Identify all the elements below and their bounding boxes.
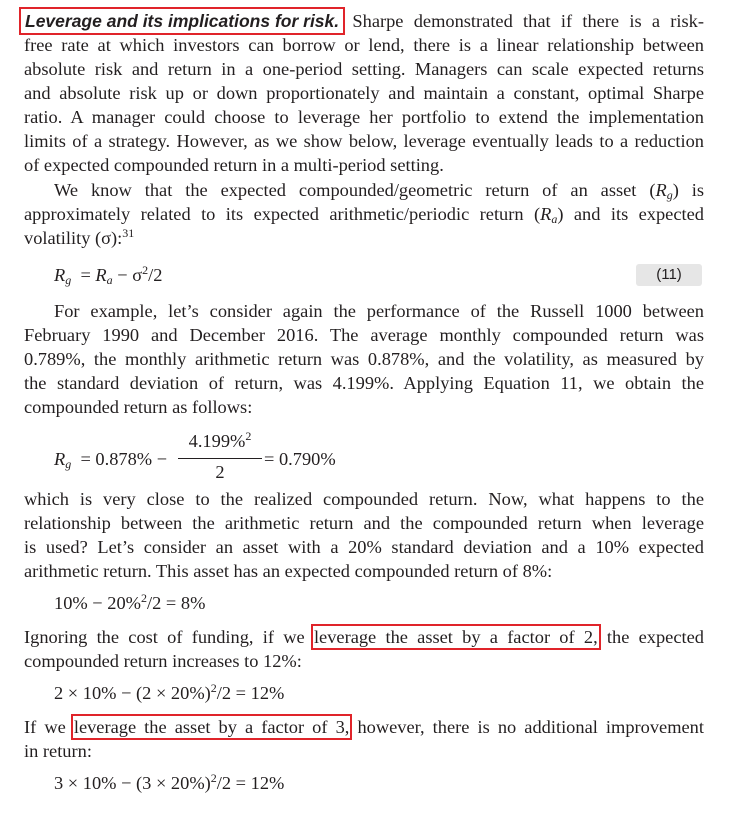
paragraph-4-line-2: relationship between the arithmetic return and the compounded return when leverage xyxy=(24,513,704,533)
paragraph-1-line-7: of expected compounded return in a multi-period setting. xyxy=(24,155,444,175)
footnote-marker[interactable]: 31 xyxy=(122,226,135,240)
paragraph-3-line-1: For example, let’s consider again the performance of the Russell 1000 between xyxy=(54,301,704,321)
example-equation-left: $R_g = 0.878\%$ − xyxy=(54,449,168,471)
paragraph-3-line-2: February 1990 and December 2016. The average monthly compounded return was xyxy=(24,325,704,345)
equation-number: (11) xyxy=(636,264,702,286)
paragraph-3-line-4: the standard deviation of return, was 4.199%. Applying Equation 11, we obtain the xyxy=(24,373,704,393)
calculation-leverage-2: $2 \times 10\% - (2 \times 20\%)^2/2 = 12\%$ xyxy=(54,681,285,703)
paragraph-6-line-1: If we leverage the asset by a factor of 3, however, there is no additional improvement xyxy=(24,717,704,737)
example-equation-result: = 0.790% xyxy=(264,449,336,469)
paragraph-5-line-1: Ignoring the cost of funding, if we leverage the asset by a factor of 2, the expected xyxy=(24,627,704,647)
paragraph-2-line-2: approximately related to its expected arithmetic/periodic return $(R_a)$ and its expected xyxy=(24,204,704,226)
paragraph-4-line-4: arithmetic return. This asset has an expected compounded return of 8%: xyxy=(24,561,553,581)
paragraph-4-line-3: is used? Let’s consider an asset with a 20% standard deviation and a 10% expected xyxy=(24,537,704,557)
highlight-leverage-factor-2: leverage the asset by a factor of 2, xyxy=(313,627,598,647)
paragraph-5-line-2: compounded return increases to 12%: xyxy=(24,651,302,671)
paragraph-1-line-4: and absolute risk up or down proportionately and maintain a constant, optimal Sharpe xyxy=(24,83,704,103)
section-heading: Leverage and its implications for risk. xyxy=(22,10,342,32)
equation-11: $R_g = R_a - \sigma^2/2$ xyxy=(54,263,163,287)
paragraph-3-line-5: compounded return as follows: xyxy=(24,397,253,417)
fraction-numerator: 4.199%$^2$ xyxy=(188,429,252,451)
paragraph-1-line-1: Leverage and its implications for risk. Sharpe demonstrated that if there is a risk- xyxy=(24,10,704,32)
paragraph-1-line-2: free rate at which investors can borrow or lend, there is a linear relationship between xyxy=(24,35,704,55)
calculation-unlevered: 10% − 20%$^2$/2 = 8% xyxy=(54,591,206,613)
paragraph-4-line-1: which is very close to the realized compounded return. Now, what happens to the xyxy=(24,489,704,509)
paragraph-2-line-3: volatility (σ):$^{31}$ xyxy=(24,226,135,248)
paragraph-6-line-2: in return: xyxy=(24,741,92,761)
fraction-denominator: 2 xyxy=(215,462,225,482)
fraction-bar xyxy=(178,458,262,459)
paragraph-1-line-6: limits of a strategy. However, as we show below, leverage eventually leads to a reduction xyxy=(24,131,704,151)
highlight-leverage-factor-3: leverage the asset by a factor of 3, xyxy=(73,717,350,737)
calculation-leverage-3: $3 \times 10\% - (3 \times 20\%)^2/2 = 12\%$ xyxy=(54,771,285,793)
paragraph-1-line-3: absolute risk and return in a one-period setting. Managers can scale expected returns xyxy=(24,59,704,79)
paragraph-3-line-3: 0.789%, the monthly arithmetic return was 0.878%, and the volatility, as measured by xyxy=(24,349,704,369)
paragraph-1-line-5: ratio. A manager could choose to leverage her portfolio to extend the implementation xyxy=(24,107,704,127)
paragraph-2-line-1: We know that the expected compounded/geometric return of an asset $(R_g)$ is xyxy=(54,180,704,202)
